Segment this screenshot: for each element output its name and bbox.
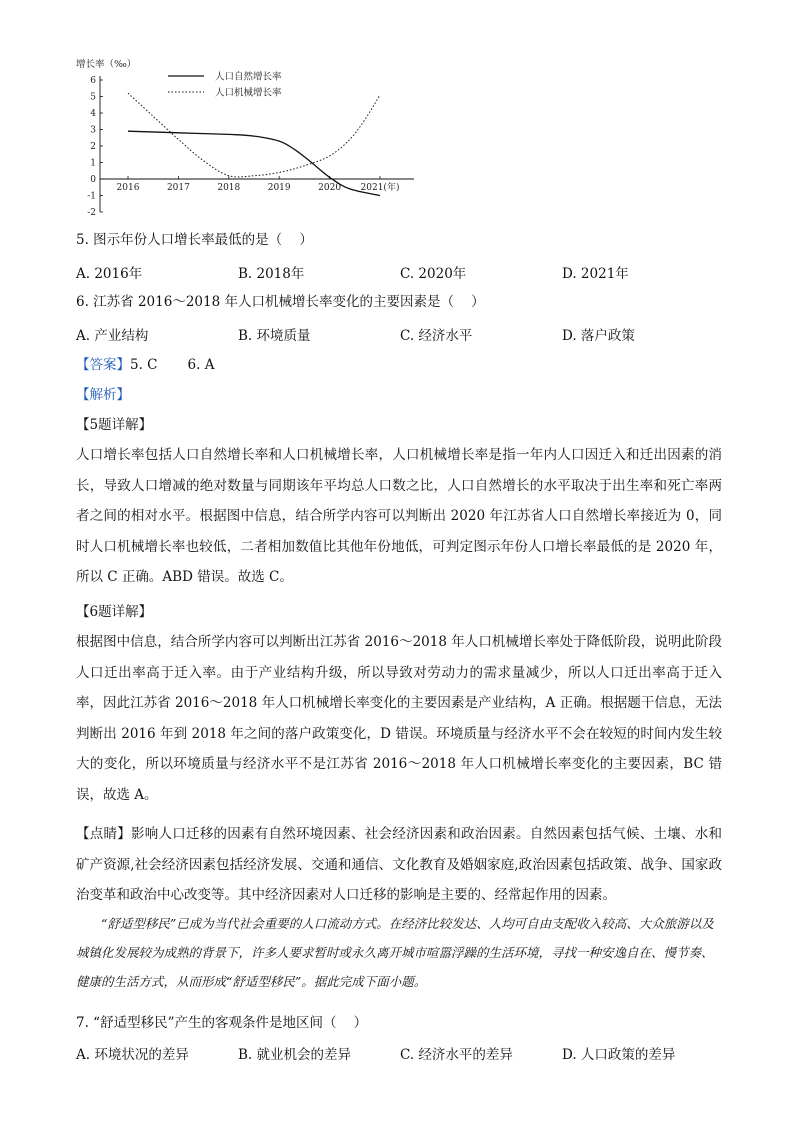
q7-option-d[interactable]: D. 人口政策的差异 xyxy=(562,1047,676,1063)
point-paragraph xyxy=(76,819,722,911)
series-natural-growth-line xyxy=(128,131,380,195)
y-axis-ticks xyxy=(87,76,103,218)
population-growth-chart xyxy=(72,56,432,220)
analysis-label: 【解析】 xyxy=(76,387,130,403)
x-tick-label: 2019 xyxy=(267,183,291,193)
answer-text: 5. C 6. A xyxy=(130,357,215,373)
q5-option-d[interactable]: D. 2021年 xyxy=(562,266,629,282)
chart-series xyxy=(128,93,380,195)
q6-option-b[interactable]: B. 环境质量 xyxy=(238,328,311,344)
detail-6-text: 根据图中信息，结合所学内容可以判断出江苏省 2016～2018 年人口机械增长率处于降低阶段，说明此阶段人口迁出率高于迁入率。由于产业结构升级，所以导致对劳动力的需求量减少，所以人口迁出率高于迁入率，因此江苏省 2016～2018 年人口机械增长率变化的主要因素是产业结构，A 正确。根据题干信息，无法判断出 2016 年到 2018 年之间的落户政策变化，D 错误。环境质量与经济水平不会在较短的时间内发生较大的变化，所以环境质量与经济水平不是江苏省 2016～2018 年人口机械增长率变化的主要因素，BC 错误，故选 A。 xyxy=(76,634,722,803)
q6-option-c[interactable]: C. 经济水平 xyxy=(400,328,473,344)
q6-option-a[interactable]: A. 产业结构 xyxy=(76,328,149,344)
y-axis-label: 增长率（‰） xyxy=(76,59,137,70)
y-tick-label: 0 xyxy=(90,175,96,185)
question-7-stem: 7. “舒适型移民”产生的客观条件是地区间（ ） xyxy=(76,1015,368,1031)
x-tick-label: 2021(年) xyxy=(360,183,400,193)
detail-6-label: 【6题详解】 xyxy=(76,604,153,620)
x-tick-label: 2020 xyxy=(318,183,342,193)
point-text: 影响人口迁移的因素有自然环境因素、社会经济因素和政治因素。自然因素包括气候、土壤、水和矿产资源,社会经济因素包括经济发展、交通和通信、文化教育及婚姻家庭,政治因素包括政策、战争、国家政治变革和政治中心改变等。其中经济因素对人口迁移的影响是主要的、经常起作用的因素。 xyxy=(76,826,722,903)
y-tick-label: 5 xyxy=(90,92,96,103)
q6-option-d[interactable]: D. 落户政策 xyxy=(562,328,635,344)
legend-label-natural: 人口自然增长率 xyxy=(215,71,282,83)
answer-label: 【答案】 xyxy=(76,357,130,373)
answer-line xyxy=(76,355,214,375)
point-label: 【点睛】 xyxy=(76,826,131,842)
legend-label-mechanical: 人口机械增长率 xyxy=(215,87,282,99)
x-tick-label: 2018 xyxy=(217,183,241,193)
detail-5-text: 人口增长率包括人口自然增长率和人口机械增长率，人口机械增长率是指一年内人口因迁入和迁出因素的消长，导致人口增减的绝对数量与同期该年平均总人口数之比，人口自然增长的水平取决于出生率和死亡率两者之间的相对水平。根据图中信息，结合所学内容可以判断出 2020 年江苏省人口自然增长率接近为 0，同时人口机械增长率也较低，二者相加数值比其他年份地低，可判定图示年份人口增长率最低的是 2020 年，所以 C 正确。ABD 错误。故选 C。 xyxy=(76,447,722,585)
q7-option-b[interactable]: B. 就业机会的差异 xyxy=(238,1047,352,1063)
material-paragraph: “舒适型移民”已成为当代社会重要的人口流动方式。在经济比较发达、人均可自由支配收入较高、大众旅游以及城镇化发展较为成熟的背景下，许多人要求暂时或永久离开城市喧嚣浮躁的生活环境，寻找一种安逸自在、慢节奏、健康的生活方式，从而形成“舒适型移民”。据此完成下面小题。 xyxy=(76,916,714,989)
chart-legend xyxy=(168,71,282,99)
x-axis-ticks xyxy=(100,176,414,193)
y-tick-label: -2 xyxy=(87,208,96,218)
x-tick-label: 2016 xyxy=(116,183,140,193)
y-tick-label: 6 xyxy=(90,76,96,86)
y-tick-label: 2 xyxy=(90,142,96,152)
x-tick-label: 2017 xyxy=(166,183,190,193)
question-5-stem: 5. 图示年份人口增长率最低的是（ ） xyxy=(76,232,313,248)
q5-option-b[interactable]: B. 2018年 xyxy=(238,266,305,282)
detail-5-label: 【5题详解】 xyxy=(76,417,153,433)
q7-option-c[interactable]: C. 经济水平的差异 xyxy=(400,1047,513,1063)
question-6-stem: 6. 江苏省 2016～2018 年人口机械增长率变化的主要因素是（ ） xyxy=(76,294,485,310)
y-tick-label: 3 xyxy=(90,125,96,136)
q5-option-a[interactable]: A. 2016年 xyxy=(76,266,143,282)
y-tick-label: -1 xyxy=(87,191,96,202)
series-mechanical-growth-line xyxy=(128,93,380,177)
q5-option-c[interactable]: C. 2020年 xyxy=(400,266,467,282)
y-tick-label: 1 xyxy=(90,158,96,169)
y-tick-label: 4 xyxy=(90,109,96,119)
q7-option-a[interactable]: A. 环境状况的差异 xyxy=(76,1047,189,1063)
